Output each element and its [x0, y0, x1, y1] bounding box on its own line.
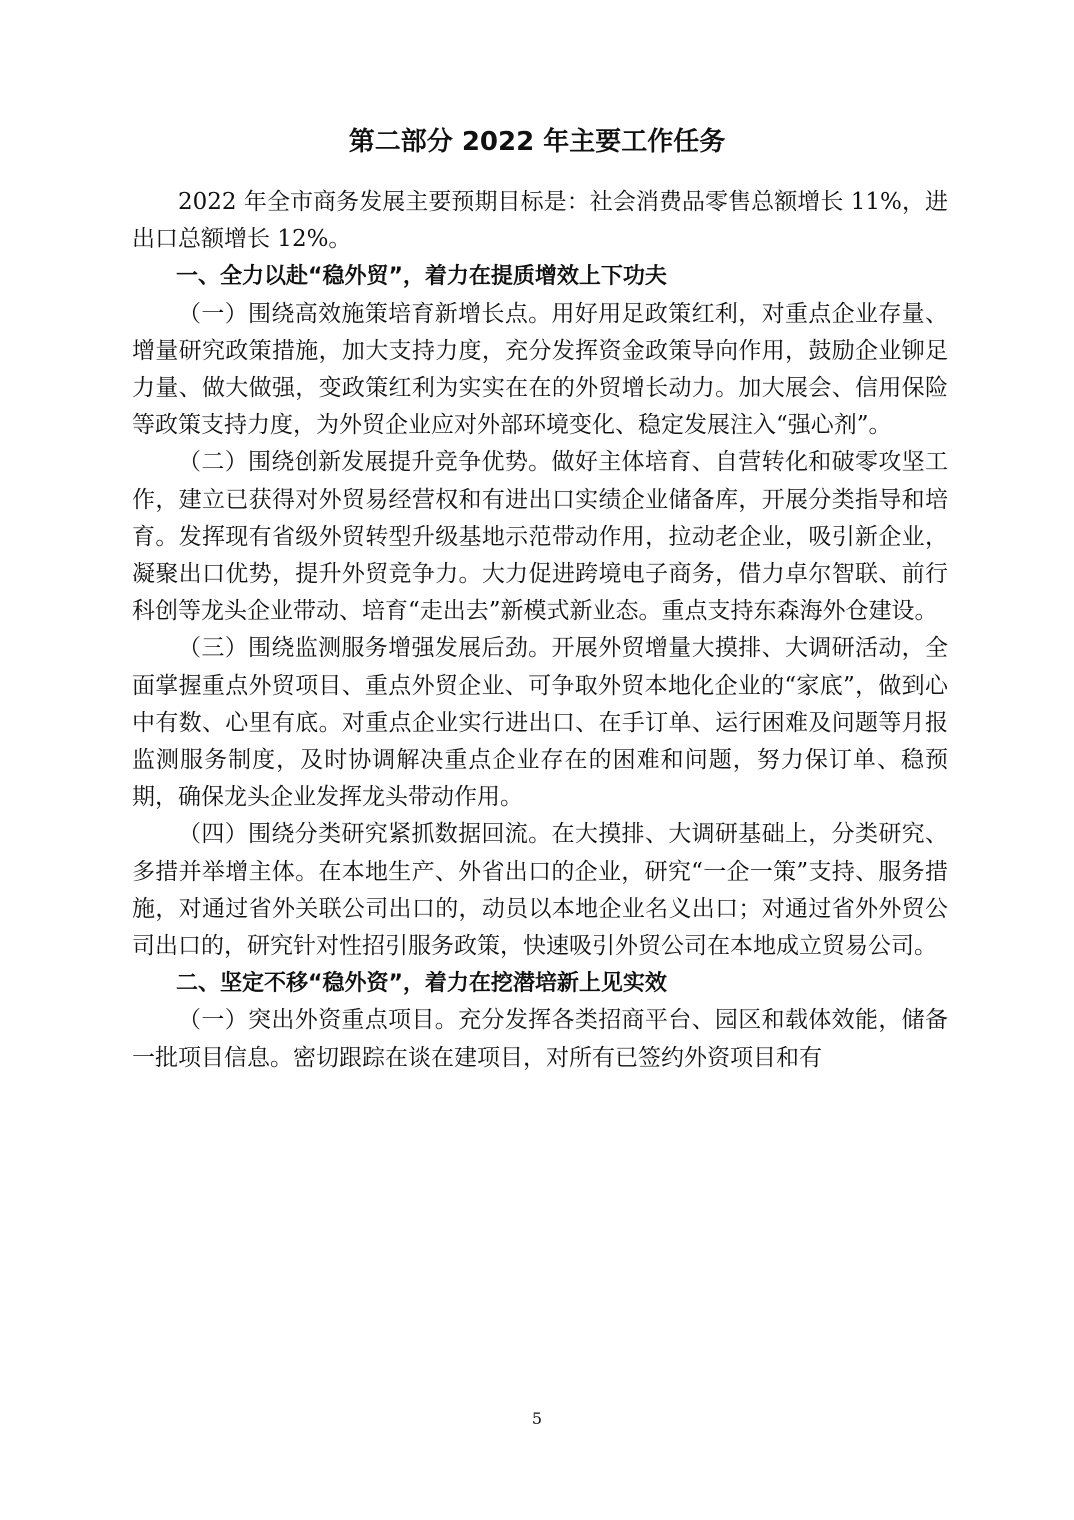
section-heading-foreign-investment: 二、坚定不移“稳外资”，着力在挖潜培新上见实效 — [176, 971, 667, 997]
paragraph-key-projects: （一）突出外资重点项目。充分发挥各类招商平台、园区和载体效能，储备一批项目信息。密切跟踪在谈在建项目，对所有已签约外资项目和有 — [132, 1007, 948, 1071]
paragraph-innovation: （二）围绕创新发展提升竞争优势。做好主体培育、自营转化和破零攻坚工作，建立已获得对外贸易经营权和有进出口实绩企业储备库，开展分类指导和培育。发挥现有省级外贸转型升级基地示范带动作用，拉动老企业，吸引新企业，凝聚出口优势，提升外贸竞争力。大力促进跨境电子商务，借力卓尔智联、前行科创等龙头企业带动、培育“走出去”新模式新业态。重点支持东森海外仓建设。 — [132, 449, 948, 625]
paragraph-classified-research: （四）围绕分类研究紧抓数据回流。在大摸排、大调研基础上，分类研究、多措并举增主体。在本地生产、外省出口的企业，研究“一企一策”支持、服务措施，对通过省外关联公司出口的，动员以本地企业名义出口；对通过省外外贸公司出口的，研究针对性招引服务政策，快速吸引外贸公司在本地成立贸易公司。 — [132, 821, 948, 960]
paragraph-monitoring: （三）围绕监测服务增强发展后劲。开展外贸增量大摸排、大调研活动，全面掌握重点外贸项目、重点外贸企业、可争取外贸本地化企业的“家底”，做到心中有数、心里有底。对重点企业实行进出口、在手订单、运行困难及问题等月报监测服务制度，及时协调解决重点企业存在的困难和问题，努力保订单、稳预期，确保龙头企业发挥龙头带动作用。 — [132, 635, 948, 811]
paragraph-targets: 2022 年全市商务发展主要预期目标是：社会消费品零售总额增长 11%，进出口总额增长 12%。 — [132, 189, 948, 253]
document-body — [132, 184, 948, 1077]
page-number: 5 — [531, 1409, 543, 1428]
paragraph-policy-growth: （一）围绕高效施策培育新增长点。用好用足政策红利，对重点企业存量、增量研究政策措施，加大支持力度，充分发挥资金政策导向作用，鼓励企业铆足力量、做大做强，变政策红利为实实在在的外贸增长动力。加大展会、信用保险等政策支持力度，为外贸企业应对外部环境变化、稳定发展注入“强心剂”。 — [132, 300, 948, 439]
section-heading-foreign-trade: 一、全力以赴“稳外贸”，着力在提质增效上下功夫 — [176, 264, 667, 290]
page-title: 第二部分 2022 年主要工作任务 — [348, 127, 726, 157]
